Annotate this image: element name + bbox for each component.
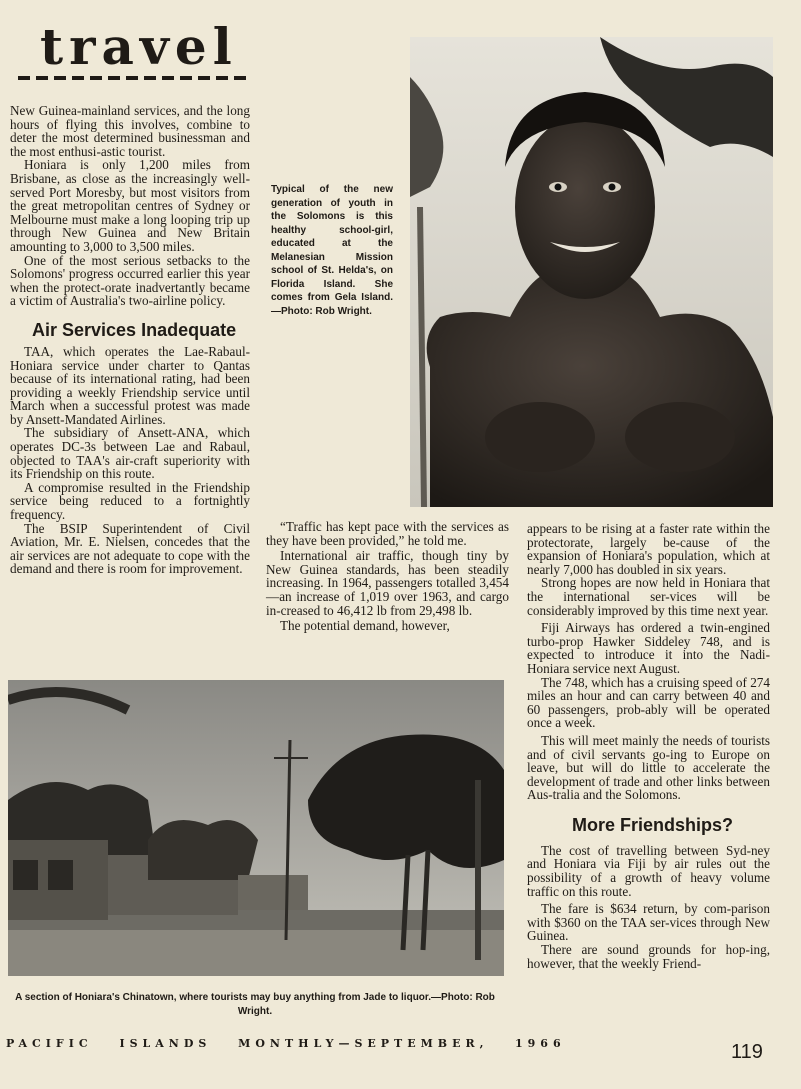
chinatown-photo [8, 680, 504, 976]
col1-paragraph-3: One of the most serious setbacks to the Solomons' progress occurred earlier this year when the protect-orate inadvertantly became a victim of Australia's two-airline policy. [10, 252, 250, 309]
col1-paragraph-6: A compromise resulted in the Friendship service being reduced to a fortnightly frequency. [10, 479, 250, 523]
col1-paragraph-4: TAA, which operates the Lae-Rabaul-Honiara service under charter to Qantas because of its international rating, had been providing a weekly Friendship service until March when a successful protest was made by Ansett-Mandated Airlines. [10, 343, 250, 427]
col2-paragraph-1: “Traffic has kept pace with the services as they have been provided,” he told me. [266, 519, 509, 548]
footer-year: 1966 [515, 1037, 566, 1050]
section-title: travel [40, 17, 238, 76]
col2-paragraph-2: International air traffic, though tiny by New Guinea standards, has been steadily increasing. In 1964, passengers totalled 3,454—an increase of 1,019 over 1963, and cargo in-creased to 46,412 lb from 29,498 lb. [266, 548, 509, 618]
col3-paragraph-6: The cost of travelling between Syd-ney and Honiara via Fiji by air rules out the possibility of a growth of heavy volume traffic on this route. [527, 842, 770, 899]
footer-magazine-name: PACIFIC ISLANDS MONTHLY—SEPTEMBER, [6, 1037, 489, 1050]
col1-paragraph-1: New Guinea-mainland services, and the long hours of flying this involves, combine to deter the most determined businessman and the most enthusi-astic tourist. [10, 103, 250, 159]
photo-caption-chinatown: A section of Honiara's Chinatown, where tourists may buy anything from Jade to liquor.—Photo: Rob Wright. [15, 992, 495, 1017]
col1-paragraph-7: The BSIP Superintendent of Civil Aviation, Mr. E. Nielsen, concedes that the air services are not adequate to cope with the demand and there is room for improvement. [10, 520, 250, 577]
col1-paragraph-5: The subsidiary of Ansett-ANA, which operates DC-3s between Lae and Rabaul, objected to TAA's air-craft superiority with its Friendship on this route. [10, 425, 250, 482]
column-1 [10, 104, 250, 576]
column-2 [266, 520, 509, 633]
schoolgirl-illustration [410, 37, 773, 507]
col2-paragraph-3: The potential demand, however, [280, 618, 450, 634]
col3-paragraph-3: Fiji Airways has ordered a twin-engined turbo-prop Hawker Siddeley 748, and is expected to introduce it into the Nadi-Honiara service next August. [527, 620, 770, 676]
column-3 [527, 522, 770, 970]
photo-caption-schoolgirl: Typical of the new generation of youth in the Solomons is this healthy school-girl, educated at the Melanesian Mission school of St. Helda's, on Florida Island. She comes from Gela Island.—Photo: Rob Wright. [271, 184, 393, 317]
title-underline [18, 76, 250, 80]
heading-air-services: Air Services Inadequate [32, 319, 237, 340]
chinatown-illustration [8, 680, 504, 976]
heading-more-friendships: More Friendships? [572, 814, 734, 835]
col3-paragraph-4: The 748, which has a cruising speed of 274 miles an hour and can carry between 40 and 60 passengers, prob-ably will be operated once a week. [527, 674, 770, 731]
col3-paragraph-2: Strong hopes are now held in Honiara that the international ser-vices will be considerably improved by this time next year. [527, 575, 770, 618]
col1-paragraph-2: Honiara is only 1,200 miles from Brisbane, as close as the increasingly well-served Port Moresby, but most visitors from the great metropolitan centres of Sydney or Melbourne must make a long looping trip up through New Guinea and New Britain amounting to 3,000 to 3,500 miles. [10, 157, 250, 254]
col3-paragraph-5: This will meet mainly the needs of tourists and of civil servants go-ing to Europe on leave, but will do little to accelerate the development of trade and other links between Aus-tralia and the Solomons. [527, 732, 770, 803]
col3-paragraph-7: The fare is $634 return, by com-parison with $360 on the TAA ser-vices through New Guinea. [527, 901, 770, 944]
schoolgirl-photo [410, 37, 773, 507]
col3-paragraph-1: appears to be rising at a faster rate within the protectorate, largely be-cause of the expansion of Honiara's population, which at nearly 7,000 has doubled in six years. [527, 521, 770, 577]
page-number: 119 [731, 1041, 763, 1063]
col3-paragraph-8: There are sound grounds for hop-ing, however, that the weekly Friend- [527, 942, 770, 971]
